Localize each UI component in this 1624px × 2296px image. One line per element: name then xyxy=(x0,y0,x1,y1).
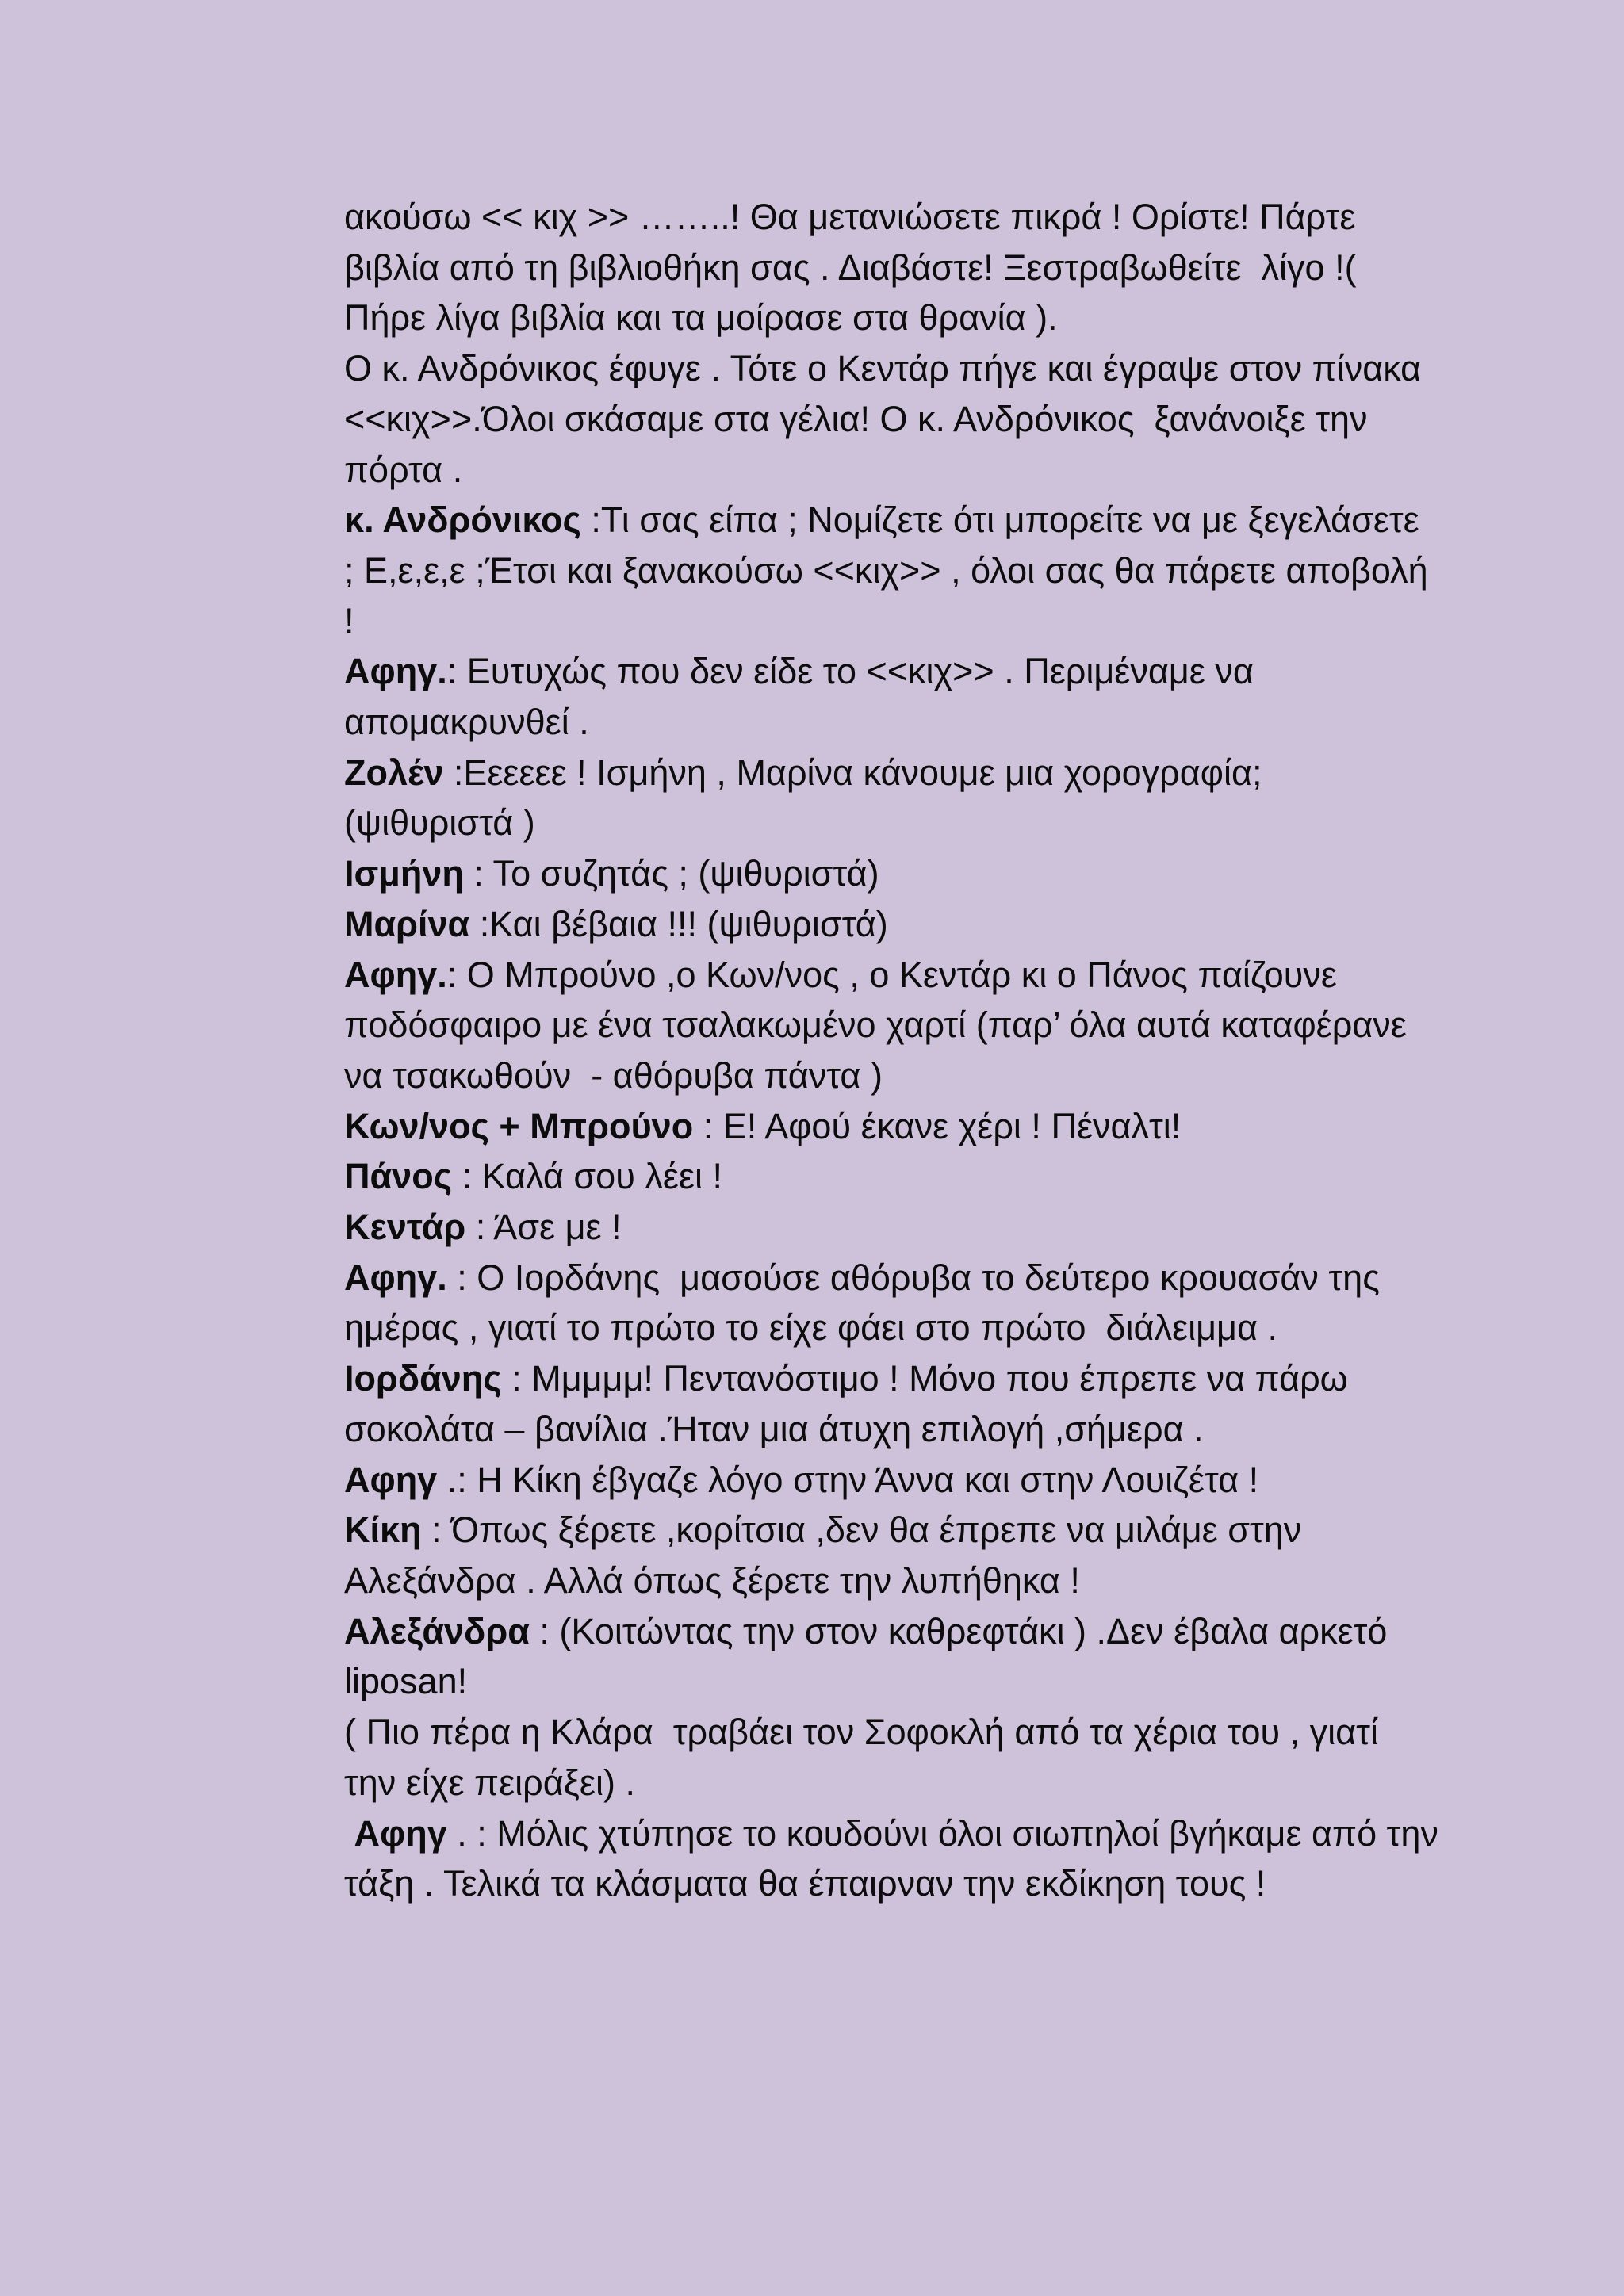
speaker-name: Αφηγ xyxy=(344,1459,438,1500)
speaker-name: Αλεξάνδρα xyxy=(344,1610,530,1651)
narration-paragraph xyxy=(344,192,1438,343)
speaker-name: Μαρίνα xyxy=(344,903,470,944)
dialogue-line xyxy=(344,495,1438,646)
paragraph-text: Ο κ. Ανδρόνικος έφυγε . Τότε ο Κεντάρ πήγε και έγραψε στον πίνακα <<κιχ>>.Όλοι σκάσαμε στα γέλια! Ο κ. Ανδρόνικος ξανάνοιξε την πόρτα . xyxy=(344,348,1431,490)
speaker-name: Αφηγ xyxy=(344,1812,447,1854)
dialogue-text: :Τι σας είπα ; Νομίζετε ότι μπορείτε να με ξεγελάσετε ; Ε,ε,ε,ε ;Έτσι και ξανακούσω <<κιχ>> , όλοι σας θα πάρετε αποβολή ! xyxy=(344,499,1438,641)
dialogue-line xyxy=(344,1455,1438,1506)
dialogue-text: :Εεεεεε ! Ισμήνη , Μαρίνα κάνουμε μια χορογραφία; (ψιθυριστά ) xyxy=(344,752,1272,844)
speaker-name: Κων/νος + Μπρούνο xyxy=(344,1105,694,1146)
dialogue-line xyxy=(344,1253,1438,1353)
dialogue-line xyxy=(344,1606,1438,1707)
dialogue-line xyxy=(344,1151,1438,1202)
speaker-name: Κεντάρ xyxy=(344,1207,466,1248)
dialogue-line xyxy=(344,1353,1438,1454)
stage-direction xyxy=(344,1707,1438,1808)
dialogue-text: : Ο Μπρούνο ,ο Κων/νος , ο Κεντάρ κι ο Πάνος παίζουνε ποδόσφαιρο με ένα τσαλακωμένο χαρτί (παρ’ όλα αυτά καταφέρανε να τσακωθούν - αθόρυβα πάντα ) xyxy=(344,954,1417,1096)
speaker-name: κ. Ανδρόνικος xyxy=(344,499,581,541)
dialogue-line xyxy=(344,748,1438,848)
dialogue-line xyxy=(344,899,1438,950)
speaker-name: Ισμήνη xyxy=(344,853,464,894)
dialogue-line xyxy=(344,646,1438,747)
dialogue-line xyxy=(344,1808,1449,1909)
dialogue-line xyxy=(344,848,1438,899)
dialogue-line xyxy=(344,1101,1438,1152)
dialogue-text: : (Κοιτώντας την στον καθρεφτάκι ) .Δεν έβαλα αρκετό liposan! xyxy=(344,1610,1397,1702)
document-text-body xyxy=(344,192,1449,1909)
paragraph-text: ακούσω << κιχ >> ……..! Θα μετανιώσετε πικρά ! Ορίστε! Πάρτε βιβλία από τη βιβλιοθήκη σας . Διαβάστε! Ξεστραβωθείτε λίγο !( Πήρε λίγα βιβλία και τα μοίρασε στα θρανία ). xyxy=(344,197,1367,339)
dialogue-text: : Μμμμμ! Πεντανόστιμο ! Μόνο που έπρεπε να πάρω σοκολάτα – βανίλια .Ήταν μια άτυχη επιλογή ,σήμερα . xyxy=(344,1358,1358,1449)
speaker-name: Αφηγ. xyxy=(344,651,447,692)
dialogue-text: . : Μόλις χτύπησε το κουδούνι όλοι σιωπηλοί βγήκαμε από την τάξη . Τελικά τα κλάσματα θα έπαιρναν την εκδίκηση τους ! xyxy=(344,1812,1449,1904)
dialogue-line xyxy=(344,1202,1438,1253)
speaker-name: Ζολέν xyxy=(344,752,444,793)
dialogue-text: : Ο Ιορδάνης μασούσε αθόρυβα το δεύτερο κρουασάν της ημέρας , γιατί το πρώτο το είχε φάει στο πρώτο διάλειμμα . xyxy=(344,1257,1390,1349)
dialogue-text: :Και βέβαια !!! (ψιθυριστά) xyxy=(469,903,888,944)
dialogue-line xyxy=(344,950,1438,1101)
dialogue-text: : Άσε με ! xyxy=(465,1207,622,1248)
dialogue-text: : Καλά σου λέει ! xyxy=(452,1156,722,1197)
speaker-name: Πάνος xyxy=(344,1156,453,1197)
speaker-name: Αφηγ. xyxy=(344,954,447,995)
dialogue-text: : Ε! Αφού έκανε χέρι ! Πέναλτι! xyxy=(693,1105,1182,1146)
dialogue-text: : Το συζητάς ; (ψιθυριστά) xyxy=(463,853,879,894)
speaker-name: Ιορδάνης xyxy=(344,1358,502,1399)
speaker-name: Αφηγ. xyxy=(344,1257,447,1298)
dialogue-text: : Όπως ξέρετε ,κορίτσια ,δεν θα έπρεπε να μιλάμε στην Αλεξάνδρα . Αλλά όπως ξέρετε την λυπήθηκα ! xyxy=(344,1510,1310,1601)
dialogue-text: : Ευτυχώς που δεν είδε το <<κιχ>> . Περιμέναμε να απομακρυνθεί . xyxy=(344,651,1264,743)
narration-paragraph xyxy=(344,343,1438,495)
stage-direction-text: ( Πιο πέρα η Κλάρα τραβάει τον Σοφοκλή από τα χέρια του , γιατί την είχε πειράξει) . xyxy=(344,1712,1388,1803)
dialogue-text: .: Η Κίκη έβγαζε λόγο στην Άννα και στην Λουιζέτα ! xyxy=(437,1459,1259,1500)
dialogue-line xyxy=(344,1505,1438,1605)
speaker-name: Κίκη xyxy=(344,1510,422,1551)
